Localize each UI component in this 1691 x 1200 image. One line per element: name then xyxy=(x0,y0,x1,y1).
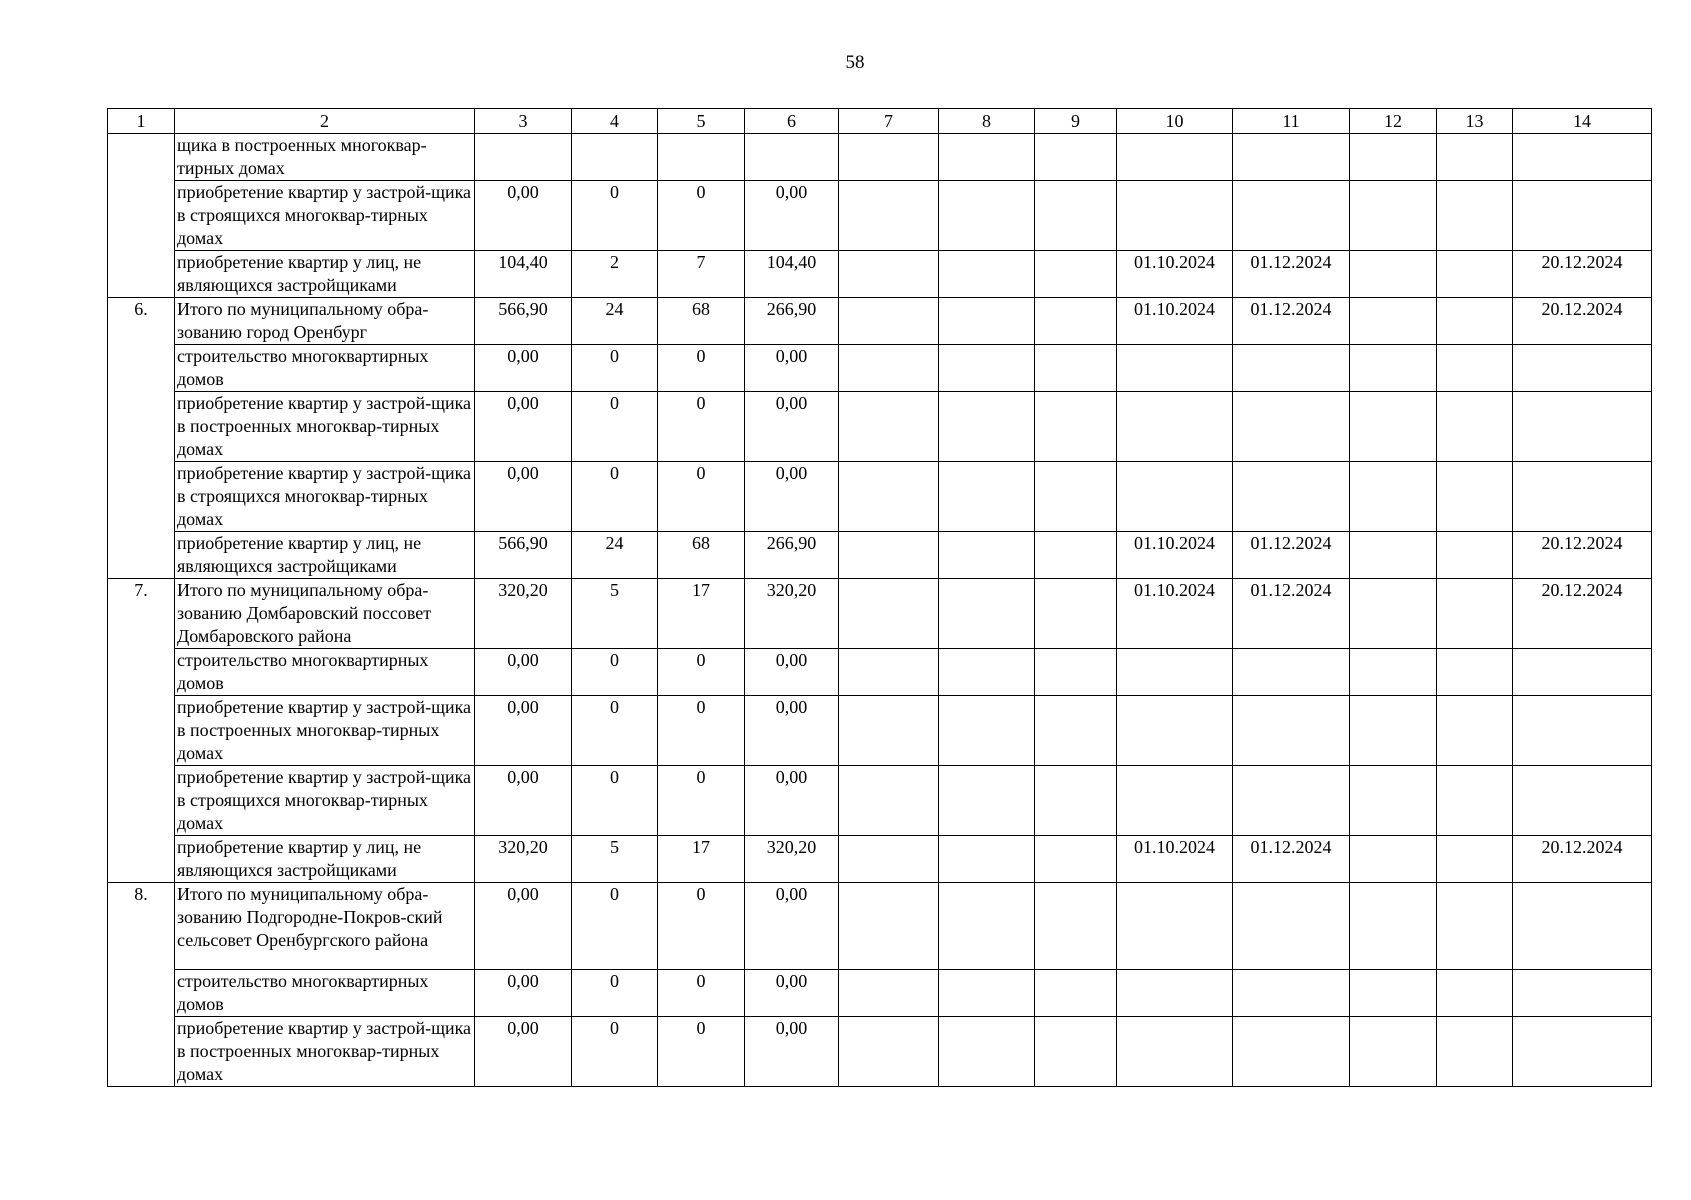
row-description: приобретение квартир у лиц, не являющихся застройщиками xyxy=(175,532,475,579)
cell-c14 xyxy=(1513,970,1652,1017)
row-number: 8. xyxy=(108,883,175,1087)
cell-c8 xyxy=(939,766,1035,836)
cell-c14: 20.12.2024 xyxy=(1513,298,1652,345)
table-row xyxy=(108,883,1652,970)
cell-c12 xyxy=(1350,134,1437,181)
cell-c11 xyxy=(1233,1017,1350,1087)
cell-c11: 01.12.2024 xyxy=(1233,836,1350,883)
cell-c9 xyxy=(1035,298,1117,345)
cell-c9 xyxy=(1035,579,1117,649)
cell-c4: 2 xyxy=(572,251,658,298)
row-description: Итого по муниципальному обра-зованию Подгородне-Покров-ский сельсовет Оренбургского района xyxy=(175,883,475,970)
table-row xyxy=(108,766,1652,836)
cell-c6: 0,00 xyxy=(745,181,839,251)
column-header: 12 xyxy=(1350,109,1437,134)
cell-c7 xyxy=(839,345,939,392)
row-description: Итого по муниципальному обра-зованию Домбаровский поссовет Домбаровского района xyxy=(175,579,475,649)
cell-c5: 0 xyxy=(658,181,745,251)
cell-c14: 20.12.2024 xyxy=(1513,532,1652,579)
cell-c6: 320,20 xyxy=(745,836,839,883)
cell-c8 xyxy=(939,345,1035,392)
cell-c10: 01.10.2024 xyxy=(1117,532,1233,579)
column-header: 3 xyxy=(475,109,572,134)
cell-c10 xyxy=(1117,883,1233,970)
cell-c14 xyxy=(1513,649,1652,696)
cell-c4 xyxy=(572,134,658,181)
cell-c9 xyxy=(1035,836,1117,883)
row-description: приобретение квартир у лиц, не являющихся застройщиками xyxy=(175,251,475,298)
cell-c4: 24 xyxy=(572,532,658,579)
cell-c4: 5 xyxy=(572,836,658,883)
cell-c6: 104,40 xyxy=(745,251,839,298)
cell-c13 xyxy=(1437,766,1513,836)
cell-c5: 0 xyxy=(658,1017,745,1087)
cell-c5: 0 xyxy=(658,766,745,836)
cell-c6: 320,20 xyxy=(745,579,839,649)
cell-c13 xyxy=(1437,883,1513,970)
cell-c12 xyxy=(1350,532,1437,579)
cell-c6: 0,00 xyxy=(745,883,839,970)
cell-c10 xyxy=(1117,345,1233,392)
row-description: щика в построенных многоквар-тирных домах xyxy=(175,134,475,181)
table-row xyxy=(108,970,1652,1017)
cell-c11 xyxy=(1233,181,1350,251)
cell-c12 xyxy=(1350,883,1437,970)
cell-c9 xyxy=(1035,883,1117,970)
cell-c14 xyxy=(1513,766,1652,836)
cell-c13 xyxy=(1437,649,1513,696)
column-header: 2 xyxy=(175,109,475,134)
cell-c12 xyxy=(1350,392,1437,462)
cell-c3: 0,00 xyxy=(475,181,572,251)
cell-c3: 0,00 xyxy=(475,345,572,392)
cell-c5: 68 xyxy=(658,298,745,345)
cell-c12 xyxy=(1350,251,1437,298)
cell-c14: 20.12.2024 xyxy=(1513,251,1652,298)
cell-c13 xyxy=(1437,181,1513,251)
cell-c4: 0 xyxy=(572,696,658,766)
cell-c13 xyxy=(1437,392,1513,462)
cell-c11 xyxy=(1233,766,1350,836)
data-table xyxy=(107,108,1652,1087)
cell-c13 xyxy=(1437,345,1513,392)
row-description: строительство многоквартирных домов xyxy=(175,970,475,1017)
cell-c3: 0,00 xyxy=(475,392,572,462)
cell-c5: 0 xyxy=(658,462,745,532)
cell-c8 xyxy=(939,696,1035,766)
cell-c7 xyxy=(839,392,939,462)
row-number: 7. xyxy=(108,579,175,883)
cell-c5: 17 xyxy=(658,579,745,649)
cell-c14 xyxy=(1513,345,1652,392)
cell-c4: 0 xyxy=(572,392,658,462)
cell-c13 xyxy=(1437,532,1513,579)
cell-c8 xyxy=(939,392,1035,462)
cell-c4: 0 xyxy=(572,766,658,836)
cell-c12 xyxy=(1350,462,1437,532)
column-header: 8 xyxy=(939,109,1035,134)
cell-c3: 0,00 xyxy=(475,1017,572,1087)
cell-c12 xyxy=(1350,766,1437,836)
row-description: приобретение квартир у застрой-щика в построенных многоквар-тирных домах xyxy=(175,392,475,462)
row-description: приобретение квартир у застрой-щика в строящихся многоквар-тирных домах xyxy=(175,766,475,836)
cell-c11 xyxy=(1233,134,1350,181)
cell-c8 xyxy=(939,134,1035,181)
cell-c11 xyxy=(1233,392,1350,462)
cell-c3: 0,00 xyxy=(475,649,572,696)
cell-c13 xyxy=(1437,251,1513,298)
cell-c6 xyxy=(745,134,839,181)
cell-c14 xyxy=(1513,134,1652,181)
cell-c8 xyxy=(939,298,1035,345)
cell-c9 xyxy=(1035,134,1117,181)
cell-c3: 566,90 xyxy=(475,532,572,579)
cell-c7 xyxy=(839,696,939,766)
header-row xyxy=(108,109,1652,134)
cell-c10 xyxy=(1117,392,1233,462)
cell-c3 xyxy=(475,134,572,181)
cell-c4: 0 xyxy=(572,970,658,1017)
cell-c14 xyxy=(1513,392,1652,462)
cell-c10 xyxy=(1117,1017,1233,1087)
table-row xyxy=(108,462,1652,532)
cell-c10 xyxy=(1117,970,1233,1017)
cell-c5: 68 xyxy=(658,532,745,579)
row-number: 6. xyxy=(108,298,175,579)
table-row xyxy=(108,532,1652,579)
column-header: 14 xyxy=(1513,109,1652,134)
cell-c4: 0 xyxy=(572,462,658,532)
cell-c6: 0,00 xyxy=(745,696,839,766)
cell-c6: 0,00 xyxy=(745,345,839,392)
cell-c10: 01.10.2024 xyxy=(1117,836,1233,883)
cell-c13 xyxy=(1437,970,1513,1017)
cell-c7 xyxy=(839,1017,939,1087)
cell-c4: 0 xyxy=(572,649,658,696)
cell-c9 xyxy=(1035,392,1117,462)
cell-c11 xyxy=(1233,696,1350,766)
table-row xyxy=(108,836,1652,883)
cell-c7 xyxy=(839,970,939,1017)
row-description: приобретение квартир у застрой-щика в строящихся многоквар-тирных домах xyxy=(175,462,475,532)
cell-c9 xyxy=(1035,345,1117,392)
cell-c8 xyxy=(939,579,1035,649)
cell-c11 xyxy=(1233,970,1350,1017)
table-row xyxy=(108,649,1652,696)
cell-c3: 0,00 xyxy=(475,462,572,532)
cell-c8 xyxy=(939,532,1035,579)
cell-c11: 01.12.2024 xyxy=(1233,251,1350,298)
cell-c13 xyxy=(1437,298,1513,345)
cell-c7 xyxy=(839,579,939,649)
cell-c9 xyxy=(1035,696,1117,766)
cell-c12 xyxy=(1350,1017,1437,1087)
table-row xyxy=(108,298,1652,345)
column-header: 1 xyxy=(108,109,175,134)
cell-c3: 0,00 xyxy=(475,883,572,970)
cell-c9 xyxy=(1035,532,1117,579)
cell-c4: 24 xyxy=(572,298,658,345)
cell-c7 xyxy=(839,134,939,181)
cell-c6: 0,00 xyxy=(745,392,839,462)
cell-c7 xyxy=(839,649,939,696)
table-body xyxy=(108,109,1652,1087)
cell-c7 xyxy=(839,883,939,970)
table-row xyxy=(108,181,1652,251)
column-header: 13 xyxy=(1437,109,1513,134)
cell-c5: 0 xyxy=(658,392,745,462)
cell-c12 xyxy=(1350,649,1437,696)
table-row xyxy=(108,579,1652,649)
cell-c13 xyxy=(1437,134,1513,181)
cell-c9 xyxy=(1035,1017,1117,1087)
cell-c3: 566,90 xyxy=(475,298,572,345)
cell-c3: 0,00 xyxy=(475,766,572,836)
table-row xyxy=(108,1017,1652,1087)
cell-c3: 320,20 xyxy=(475,836,572,883)
cell-c5: 0 xyxy=(658,649,745,696)
cell-c12 xyxy=(1350,579,1437,649)
cell-c8 xyxy=(939,181,1035,251)
cell-c7 xyxy=(839,181,939,251)
cell-c11: 01.12.2024 xyxy=(1233,298,1350,345)
cell-c8 xyxy=(939,836,1035,883)
cell-c6: 266,90 xyxy=(745,298,839,345)
table-row xyxy=(108,134,1652,181)
cell-c10 xyxy=(1117,649,1233,696)
cell-c5: 17 xyxy=(658,836,745,883)
row-description: приобретение квартир у застрой-щика в построенных многоквар-тирных домах xyxy=(175,696,475,766)
column-header: 6 xyxy=(745,109,839,134)
cell-c12 xyxy=(1350,298,1437,345)
cell-c9 xyxy=(1035,649,1117,696)
cell-c13 xyxy=(1437,836,1513,883)
cell-c8 xyxy=(939,462,1035,532)
row-description: строительство многоквартирных домов xyxy=(175,345,475,392)
row-description: Итого по муниципальному обра-зованию город Оренбург xyxy=(175,298,475,345)
cell-c14: 20.12.2024 xyxy=(1513,836,1652,883)
table-row xyxy=(108,345,1652,392)
cell-c13 xyxy=(1437,579,1513,649)
cell-c11 xyxy=(1233,883,1350,970)
cell-c8 xyxy=(939,883,1035,970)
cell-c10 xyxy=(1117,462,1233,532)
cell-c9 xyxy=(1035,462,1117,532)
cell-c4: 0 xyxy=(572,1017,658,1087)
table-row xyxy=(108,696,1652,766)
row-description: приобретение квартир у застрой-щика в построенных многоквар-тирных домах xyxy=(175,1017,475,1087)
cell-c8 xyxy=(939,649,1035,696)
row-description: приобретение квартир у застрой-щика в строящихся многоквар-тирных домах xyxy=(175,181,475,251)
cell-c3: 104,40 xyxy=(475,251,572,298)
cell-c11 xyxy=(1233,462,1350,532)
cell-c10: 01.10.2024 xyxy=(1117,251,1233,298)
column-header: 10 xyxy=(1117,109,1233,134)
cell-c3: 320,20 xyxy=(475,579,572,649)
column-header: 5 xyxy=(658,109,745,134)
cell-c7 xyxy=(839,298,939,345)
table-row xyxy=(108,251,1652,298)
cell-c10: 01.10.2024 xyxy=(1117,579,1233,649)
cell-c8 xyxy=(939,970,1035,1017)
column-header: 4 xyxy=(572,109,658,134)
column-header: 9 xyxy=(1035,109,1117,134)
cell-c7 xyxy=(839,532,939,579)
cell-c14 xyxy=(1513,696,1652,766)
cell-c11: 01.12.2024 xyxy=(1233,532,1350,579)
cell-c10 xyxy=(1117,134,1233,181)
cell-c11: 01.12.2024 xyxy=(1233,579,1350,649)
cell-c13 xyxy=(1437,462,1513,532)
cell-c5: 7 xyxy=(658,251,745,298)
row-description: строительство многоквартирных домов xyxy=(175,649,475,696)
cell-c7 xyxy=(839,251,939,298)
cell-c4: 0 xyxy=(572,883,658,970)
cell-c9 xyxy=(1035,181,1117,251)
row-number xyxy=(108,134,175,298)
row-description: приобретение квартир у лиц, не являющихся застройщиками xyxy=(175,836,475,883)
cell-c6: 0,00 xyxy=(745,766,839,836)
cell-c3: 0,00 xyxy=(475,970,572,1017)
cell-c4: 0 xyxy=(572,345,658,392)
cell-c12 xyxy=(1350,836,1437,883)
cell-c14: 20.12.2024 xyxy=(1513,579,1652,649)
cell-c5: 0 xyxy=(658,696,745,766)
cell-c13 xyxy=(1437,1017,1513,1087)
cell-c14 xyxy=(1513,1017,1652,1087)
cell-c7 xyxy=(839,462,939,532)
column-header: 11 xyxy=(1233,109,1350,134)
cell-c5: 0 xyxy=(658,970,745,1017)
cell-c11 xyxy=(1233,345,1350,392)
cell-c14 xyxy=(1513,181,1652,251)
cell-c9 xyxy=(1035,251,1117,298)
cell-c8 xyxy=(939,1017,1035,1087)
cell-c6: 0,00 xyxy=(745,1017,839,1087)
cell-c13 xyxy=(1437,696,1513,766)
column-header: 7 xyxy=(839,109,939,134)
cell-c6: 0,00 xyxy=(745,462,839,532)
cell-c14 xyxy=(1513,462,1652,532)
cell-c10 xyxy=(1117,766,1233,836)
cell-c3: 0,00 xyxy=(475,696,572,766)
cell-c10: 01.10.2024 xyxy=(1117,298,1233,345)
cell-c6: 0,00 xyxy=(745,970,839,1017)
cell-c6: 266,90 xyxy=(745,532,839,579)
cell-c12 xyxy=(1350,345,1437,392)
cell-c7 xyxy=(839,766,939,836)
cell-c12 xyxy=(1350,696,1437,766)
cell-c9 xyxy=(1035,766,1117,836)
cell-c5 xyxy=(658,134,745,181)
cell-c4: 5 xyxy=(572,579,658,649)
cell-c12 xyxy=(1350,970,1437,1017)
table-row xyxy=(108,392,1652,462)
cell-c6: 0,00 xyxy=(745,649,839,696)
cell-c5: 0 xyxy=(658,883,745,970)
cell-c9 xyxy=(1035,970,1117,1017)
cell-c8 xyxy=(939,251,1035,298)
cell-c10 xyxy=(1117,181,1233,251)
cell-c12 xyxy=(1350,181,1437,251)
page-number: 58 xyxy=(845,52,865,73)
cell-c7 xyxy=(839,836,939,883)
cell-c4: 0 xyxy=(572,181,658,251)
cell-c11 xyxy=(1233,649,1350,696)
cell-c5: 0 xyxy=(658,345,745,392)
cell-c14 xyxy=(1513,883,1652,970)
cell-c10 xyxy=(1117,696,1233,766)
